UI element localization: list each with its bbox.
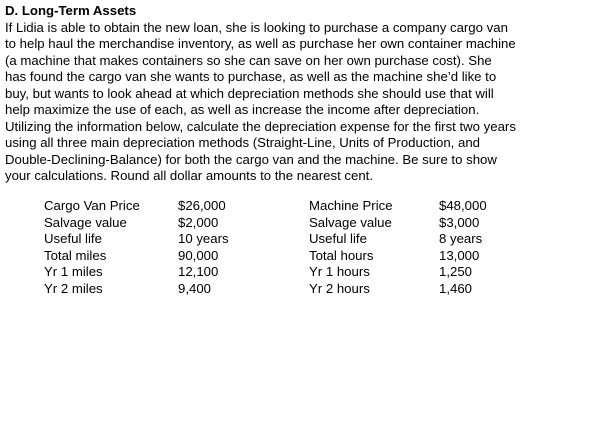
section-paragraph	[5, 20, 605, 185]
row-value: $26,000	[178, 198, 226, 213]
row-label: Useful life	[44, 231, 102, 246]
row-label: Yr 2 hours	[309, 280, 370, 296]
row-label: Total hours	[309, 247, 374, 263]
paragraph-line: to help haul the merchandise inventory, as well as purchase her own container machine	[5, 36, 516, 51]
document	[5, 3, 605, 185]
row-value: 8 years	[439, 231, 483, 246]
row-value: 90,000	[178, 247, 219, 263]
asset-info-tables	[44, 198, 604, 308]
row-value: 13,000	[439, 247, 480, 263]
paragraph-line: If Lidia is able to obtain the new loan, she is looking to purchase a company cargo van	[5, 19, 508, 35]
row-value: 10 years	[178, 231, 229, 246]
paragraph-line: using all three main depreciation methods (Straight-Line, Units of Production, and	[5, 135, 481, 150]
row-label: Machine Price	[309, 198, 393, 213]
row-value: 9,400	[178, 280, 212, 296]
row-label: Salvage value	[44, 214, 127, 230]
row-value: 12,100	[178, 264, 219, 279]
row-label: Yr 1 hours	[309, 264, 370, 279]
row-value: 1,460	[439, 280, 473, 296]
paragraph-line: Utilizing the information below, calculate the depreciation expense for the first two years	[5, 118, 516, 134]
row-label: Total miles	[44, 247, 107, 263]
row-label: Salvage value	[309, 214, 392, 230]
paragraph-line: your calculations. Round all dollar amounts to the nearest cent.	[5, 168, 373, 183]
row-value: $2,000	[178, 214, 219, 230]
row-label: Useful life	[309, 231, 367, 246]
paragraph-line: help maximize the use of each, as well as increase the income after depreciation.	[5, 102, 480, 117]
row-label: Cargo Van Price	[44, 198, 140, 213]
paragraph-line: has found the cargo van she wants to purchase, as well as the machine she’d like to	[5, 69, 497, 84]
paragraph-line: Double-Declining-Balance) for both the cargo van and the machine. Be sure to show	[5, 151, 497, 167]
row-value: $48,000	[439, 198, 487, 213]
row-value: 1,250	[439, 264, 473, 279]
row-value: $3,000	[439, 214, 480, 230]
paragraph-line: (a machine that makes containers so she can save on her own purchase cost). She	[5, 52, 492, 68]
row-label: Yr 2 miles	[44, 280, 103, 296]
section-heading: D. Long-Term Assets	[5, 3, 137, 18]
paragraph-line: buy, but wants to look ahead at which depreciation methods she should use that will	[5, 85, 494, 101]
row-label: Yr 1 miles	[44, 264, 103, 279]
